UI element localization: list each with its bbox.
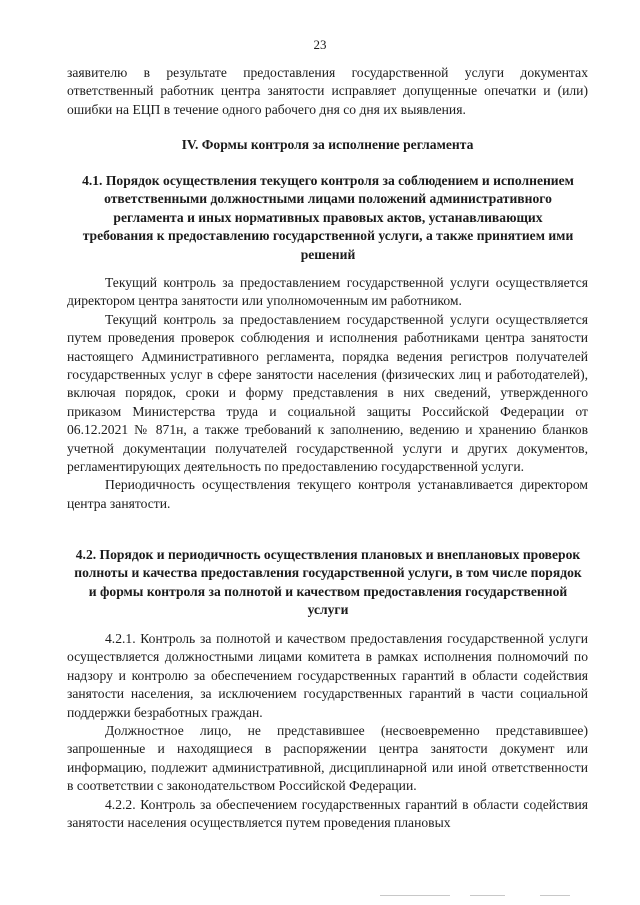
page-number: 23 xyxy=(313,37,327,52)
subsection-4-1-heading: 4.1. Порядок осуществления текущего контроля за соблюдением и исполнением ответственными должностными лицами положений административного регламента и иных нормативных правовых актов, устанавливающих требования к предоставлению государственной услуги, а также принятием ими решений xyxy=(82,173,574,262)
paragraph: Текущий контроль за предоставлением государственной услуги осуществляется директором центра занятости или уполномоченным им работником. xyxy=(67,275,588,309)
paragraph: Текущий контроль за предоставлением государственной услуги осуществляется путем проведения проверок соблюдения и исполнения работниками центра занятости настоящего Административного регламента, порядка ведения регистров получателей государственных услуг в сфере занятости населения (физических лиц и работодателей), включая порядок, сроки и форму представления в них сведений, утвержденного приказом Министерства труда и социальной защиты Российской Федерации от 06.12.2021 № 871н, а также требований к заполнению, ведению и хранению бланков учетной документации получателей государственной услуги и других документов, регламентирующих деятельность по предоставлению государственной услуги. xyxy=(67,311,588,475)
intro-paragraph-block xyxy=(67,64,588,119)
section-heading: IV. Формы контроля за исполнение регламента xyxy=(181,137,474,152)
section-heading-block xyxy=(67,136,588,154)
paragraph: 4.2.1. Контроль за полнотой и качеством предоставления государственной услуги осуществляется должностными лицами комитета в рамках исполнения полномочий по надзору и контролю за обеспечением государственных гарантий в области содействия занятости населения, за исключением государственных гарантий в части социальной поддержки безработных граждан. xyxy=(67,631,588,720)
subsection-4-2-body xyxy=(67,630,588,832)
scan-artifact xyxy=(380,895,450,896)
paragraph: 4.2.2. Контроль за обеспечением государственных гарантий в области содействия занятости населения осуществляется путем проведения плановых xyxy=(67,796,588,831)
subsection-4-1-body xyxy=(67,274,588,513)
scan-artifact xyxy=(540,895,570,896)
subsection-4-1-heading-block xyxy=(82,172,574,264)
scan-artifact xyxy=(470,895,505,896)
subsection-4-2-heading-block xyxy=(70,546,586,620)
intro-paragraph: заявителю в результате предоставления государственной услуги документах ответственный работник центра занятости исправляет допущенные опечатки и (или) ошибки на ЕЦП в течение одного рабочего дня со дня их выявления. xyxy=(67,65,588,117)
paragraph: Периодичность осуществления текущего контроля устанавливается директором центра занятости. xyxy=(67,477,588,511)
subsection-4-2-heading: 4.2. Порядок и периодичность осуществления плановых и внеплановых проверок полноты и качества предоставления государственной услуги, в том числе порядок и формы контроля за полнотой и качеством предоставления государственной услуги xyxy=(74,547,582,618)
paragraph: Должностное лицо, не представившее (несвоевременно представившее) запрошенные и находящиеся в распоряжении центра занятости документ или информацию, подлежит административной, дисциплинарной или иной ответственности в соответствии с законодательством Российской Федерации. xyxy=(67,723,588,794)
